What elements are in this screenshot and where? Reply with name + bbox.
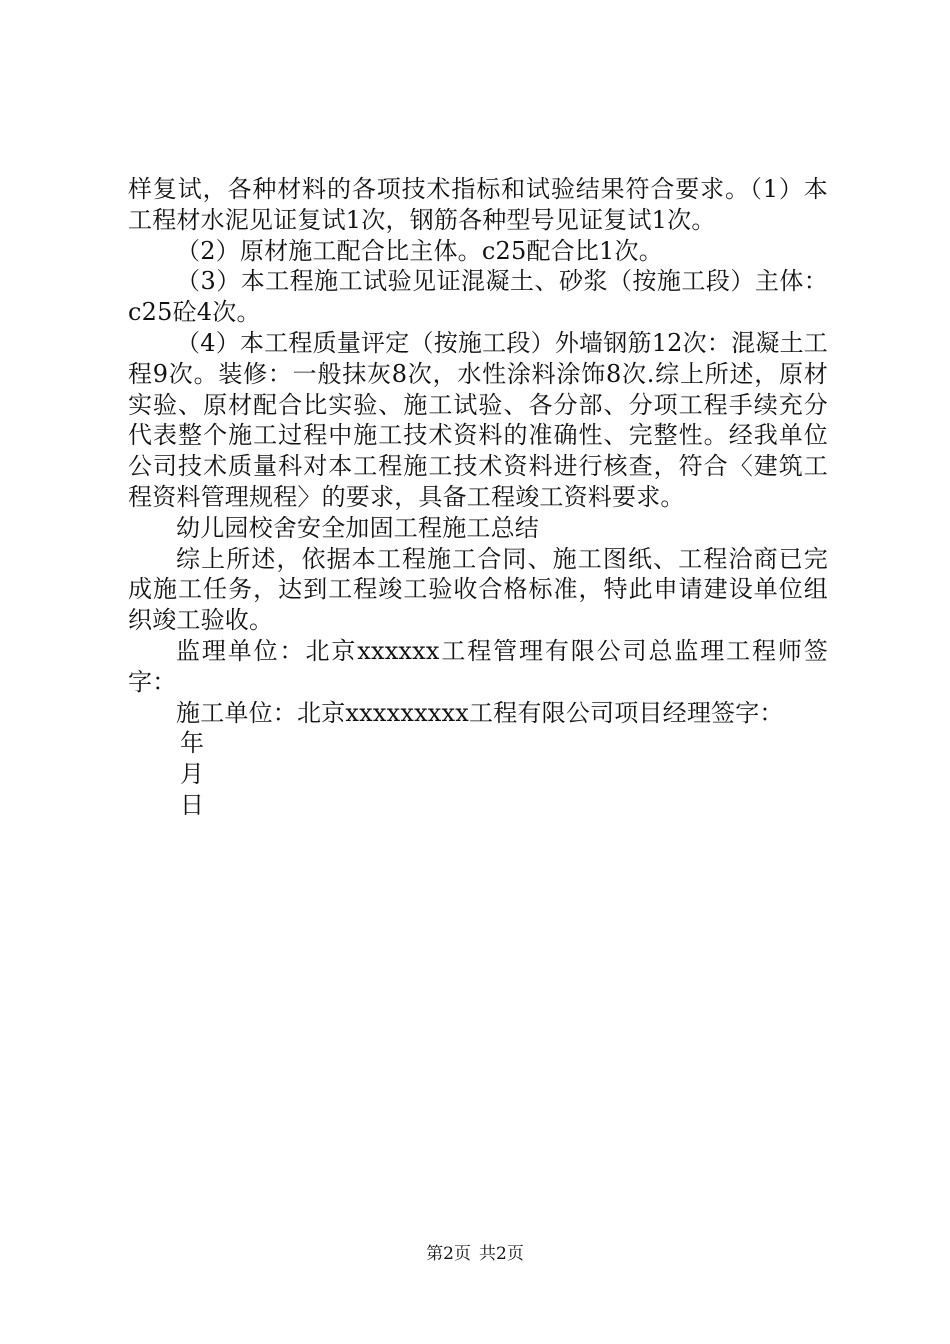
date-month: 月: [180, 760, 204, 789]
paragraph-conclusion: 综上所述，依据本工程施工合同、施工图纸、工程洽商已完成施工任务，达到工程竣工验收合格标准，特此申请建设单位组织竣工验收。: [128, 544, 828, 635]
date-day: 日: [180, 790, 204, 819]
page-footer: [0, 1243, 950, 1265]
page-number-total: 共2页: [479, 1244, 524, 1264]
date-year: 年: [180, 729, 204, 758]
supervision-signature-line: 监理单位：北京xxxxxx工程管理有限公司总监理工程师签字：: [128, 636, 828, 696]
page-number-current: 第2页: [426, 1244, 471, 1264]
paragraph-construction-test: （3）本工程施工试验见证混凝土、砂浆（按施工段）主体：c25砼4次。: [128, 267, 828, 327]
paragraph-quality-assessment: （4）本工程质量评定（按施工段）外墙钢筋12次：混凝土工程9次。装修：一般抹灰8次，水性涂料涂饰8次.综上所述，原材实验、原材配合比实验、施工试验、各分部、分项工程手续充分代表整个施工过程中施工技术资料的准确性、完整性。经我单位公司技术质量科对本工程施工技术资料进行核查，符合〈建筑工程资料管理规程〉的要求，具备工程竣工资料要求。: [128, 328, 828, 511]
document-body: [128, 174, 828, 821]
paragraph-mix-ratio: （2）原材施工配合比主体。c25配合比1次。: [176, 236, 663, 265]
section-title: 幼儿园校舍安全加固工程施工总结: [176, 513, 539, 542]
paragraph-material-retest: 样复试，各种材料的各项技术指标和试验结果符合要求。（1）本工程材水泥见证复试1次，钢筋各种型号见证复试1次。: [128, 175, 828, 234]
contractor-signature-line: 施工单位：北京xxxxxxxxx工程有限公司项目经理签字：: [176, 698, 784, 727]
